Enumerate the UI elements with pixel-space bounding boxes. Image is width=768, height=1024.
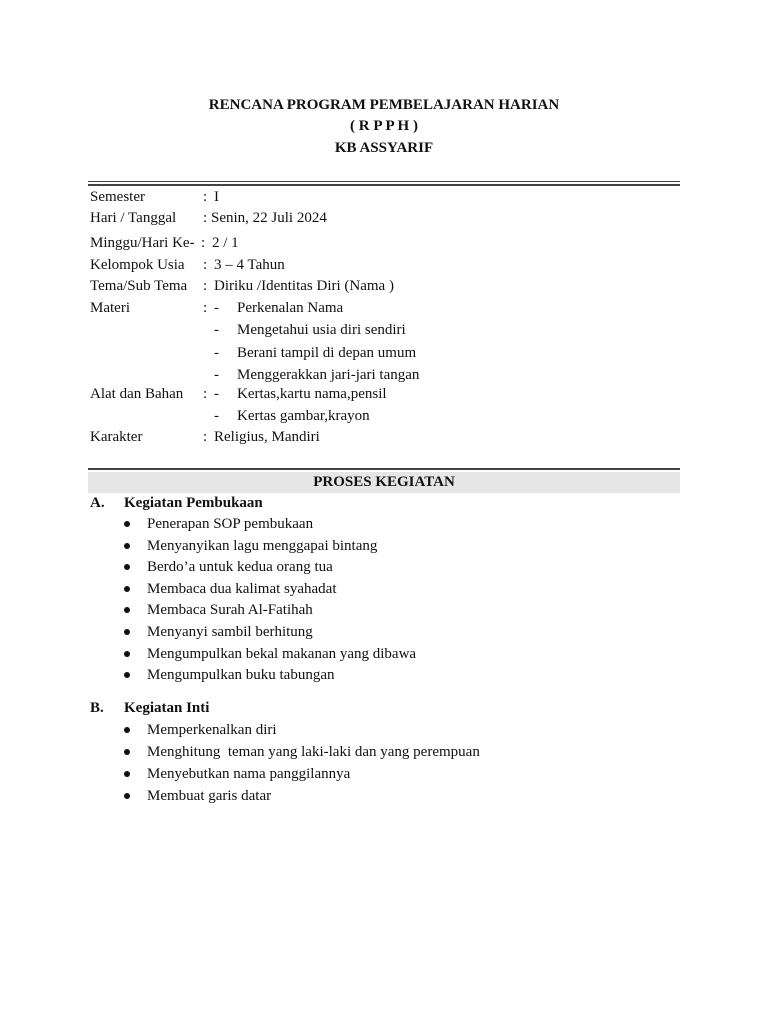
info-label: Materi	[90, 300, 130, 316]
list-item-text: Mengumpulkan buku tabungan	[147, 667, 335, 683]
bullet-icon	[124, 543, 130, 549]
list-item-text: Membaca Surah Al-Fatihah	[147, 602, 313, 618]
materi-item-text: Berani tampil di depan umum	[237, 345, 417, 361]
list-item-text: Menyanyi sambil berhitung	[147, 624, 313, 640]
bullet-icon	[124, 793, 130, 799]
alat-item-text: Kertas gambar,krayon	[237, 408, 370, 424]
list-item-text: Menyebutkan nama panggilannya	[147, 766, 351, 782]
list-item-text: Membaca dua kalimat syahadat	[147, 581, 337, 597]
section-title: Kegiatan Pembukaan	[124, 495, 263, 511]
section-title: Kegiatan Inti	[124, 700, 210, 716]
materi-item-text: Perkenalan Nama	[237, 300, 344, 316]
info-label: Minggu/Hari Ke-	[90, 235, 195, 251]
bullet-icon	[124, 672, 130, 678]
list-dash: -	[214, 300, 219, 316]
info-colon: :	[203, 257, 208, 273]
list-item-text: Menghitung teman yang laki-laki dan yang perempuan	[147, 744, 480, 760]
document-subtitle: ( R P P H )	[350, 118, 418, 134]
section-rule	[88, 468, 680, 470]
bullet-icon	[124, 727, 130, 733]
info-colon: :	[203, 386, 208, 402]
info-value: 3 – 4 Tahun	[214, 257, 285, 273]
info-colon: :	[201, 235, 206, 251]
section-letter: B.	[90, 700, 104, 716]
info-value: 2 / 1	[212, 235, 239, 251]
materi-item-text: Menggerakkan jari-jari tangan	[237, 367, 420, 383]
info-colon: :	[203, 210, 208, 226]
info-label: Semester	[90, 189, 145, 205]
bullet-icon	[124, 749, 130, 755]
list-dash: -	[214, 322, 219, 338]
info-value: Senin, 22 Juli 2024	[211, 210, 327, 226]
info-colon: :	[203, 429, 208, 445]
school-name: KB ASSYARIF	[334, 140, 434, 156]
document-title: RENCANA PROGRAM PEMBELAJARAN HARIAN	[208, 97, 560, 113]
header-rule-top	[88, 181, 680, 182]
alat-item-text: Kertas,kartu nama,pensil	[237, 386, 387, 402]
list-dash: -	[214, 386, 219, 402]
bullet-icon	[124, 586, 130, 592]
info-value: I	[214, 189, 219, 205]
info-label: Hari / Tanggal	[90, 210, 177, 226]
bullet-icon	[124, 607, 130, 613]
info-value: Diriku /Identitas Diri (Nama )	[214, 278, 394, 294]
bullet-icon	[124, 521, 130, 527]
list-item-text: Menyanyikan lagu menggapai bintang	[147, 538, 378, 554]
info-value: Religius, Mandiri	[214, 429, 320, 445]
info-colon: :	[203, 278, 208, 294]
list-dash: -	[214, 345, 219, 361]
section-letter: A.	[90, 495, 105, 511]
list-item-text: Membuat garis datar	[147, 788, 272, 804]
bullet-icon	[124, 651, 130, 657]
info-colon: :	[203, 300, 208, 316]
list-item-text: Berdo’a untuk kedua orang tua	[147, 559, 333, 575]
info-label: Tema/Sub Tema	[90, 278, 188, 294]
info-label: Alat dan Bahan	[90, 386, 184, 402]
proses-kegiatan-heading: PROSES KEGIATAN	[88, 472, 680, 493]
list-dash: -	[214, 408, 219, 424]
materi-item-text: Mengetahui usia diri sendiri	[237, 322, 406, 338]
bullet-icon	[124, 629, 130, 635]
bullet-icon	[124, 564, 130, 570]
info-label: Karakter	[90, 429, 143, 445]
info-colon: :	[203, 189, 208, 205]
list-item-text: Memperkenalkan diri	[147, 722, 277, 738]
list-dash: -	[214, 367, 219, 383]
bullet-icon	[124, 771, 130, 777]
list-item-text: Mengumpulkan bekal makanan yang dibawa	[147, 646, 417, 662]
header-rule-bottom	[88, 184, 680, 186]
info-label: Kelompok Usia	[90, 257, 185, 273]
list-item-text: Penerapan SOP pembukaan	[147, 516, 314, 532]
